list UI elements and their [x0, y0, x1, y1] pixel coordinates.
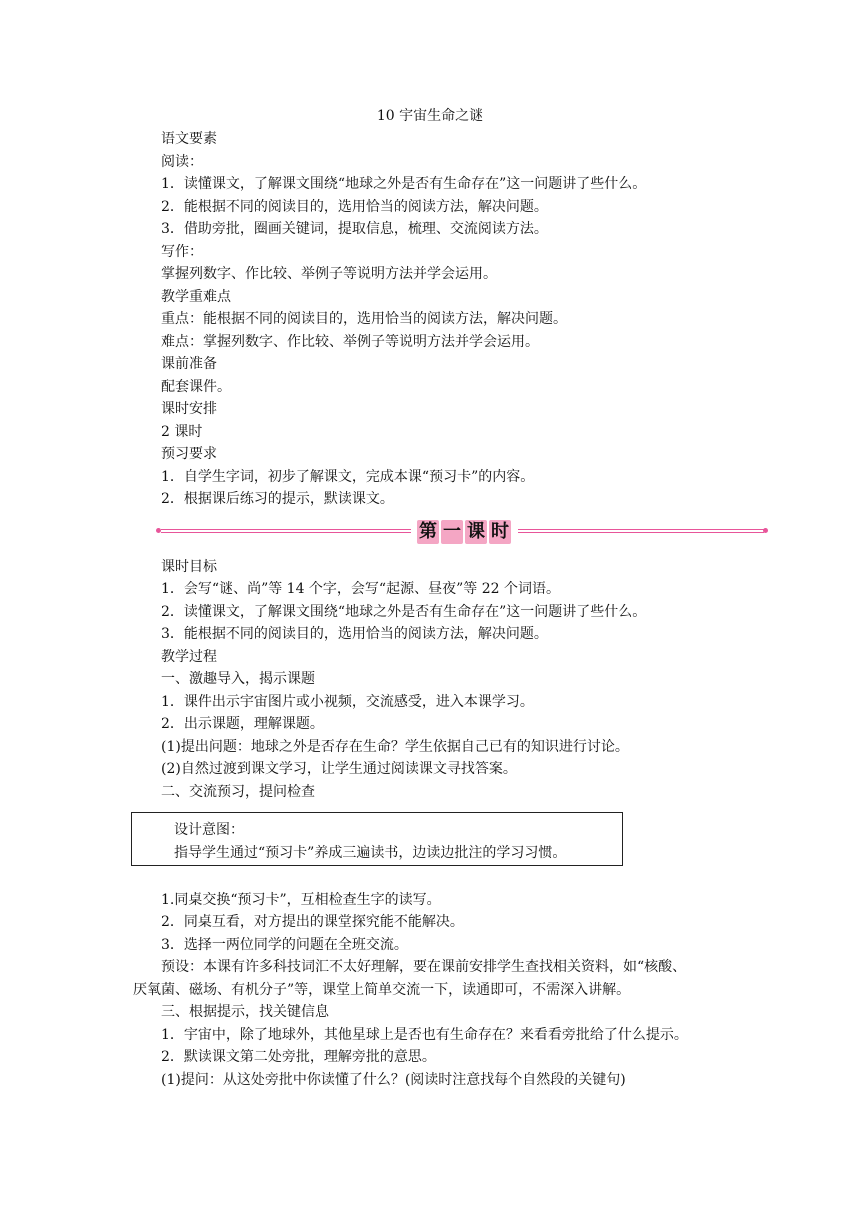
paragraph: 2．根据课后练习的提示，默读课文。: [161, 491, 394, 507]
step-heading: 一、激趣导入，揭示课题: [161, 671, 315, 687]
preset-paragraph-cont: 厌氧菌、磁场、有机分子”等，课堂上简单交流一下，读通即可，不需深入讲解。: [133, 982, 631, 998]
paragraph: 2 课时: [161, 424, 203, 440]
preset-paragraph: 预设：本课有许多科技词汇不太好理解，要在课前安排学生查找相关资料，如“核酸、: [161, 959, 687, 975]
divider-rule: [518, 529, 764, 530]
heading-preparation: 课前准备: [161, 356, 217, 372]
divider-dot-icon: [763, 528, 768, 533]
paragraph: 2．能根据不同的阅读目的，选用恰当的阅读方法，解决问题。: [161, 199, 548, 215]
subheading-reading: 阅读：: [161, 154, 203, 170]
paragraph: 3．能根据不同的阅读目的，选用恰当的阅读方法，解决问题。: [161, 626, 548, 642]
banner-char: 时: [491, 521, 509, 542]
paragraph: 3．选择一两位同学的问题在全班交流。: [161, 937, 408, 953]
paragraph: 1．读懂课文，了解课文围绕“地球之外是否有生命存在”这一问题讲了些什么。: [161, 176, 647, 192]
paragraph: (2)自然过渡到课文学习，让学生通过阅读课文寻找答案。: [161, 761, 517, 777]
design-intent-box: [131, 812, 623, 866]
step-heading: 二、交流预习，提问检查: [161, 784, 315, 800]
paragraph: 1.同桌交换“预习卡”，互相检查生字的读写。: [161, 892, 441, 908]
design-intent-label: 设计意图：: [174, 822, 244, 838]
divider-rule: [161, 529, 411, 530]
paragraph: (1)提出问题：地球之外是否存在生命？学生依据自己已有的知识进行讨论。: [161, 739, 629, 755]
banner-char: 第: [419, 521, 437, 542]
design-intent-text: 指导学生通过“预习卡”养成三遍读书，边读边批注的学习习惯。: [174, 845, 567, 861]
banner-char: 课: [467, 521, 485, 542]
heading-language-elements: 语文要素: [161, 131, 217, 147]
paragraph: 2．读懂课文，了解课文围绕“地球之外是否有生命存在”这一问题讲了些什么。: [161, 604, 647, 620]
paragraph: 2．出示课题，理解课题。: [161, 716, 324, 732]
paragraph: 1．宇宙中，除了地球外，其他星球上是否也有生命存在？来看看旁批给了什么提示。: [161, 1027, 688, 1043]
paragraph: 2．默读课文第二处旁批，理解旁批的意思。: [161, 1049, 436, 1065]
section-banner: [412, 519, 516, 545]
paragraph: 3．借助旁批，圈画关键词，提取信息，梳理、交流阅读方法。: [161, 221, 548, 237]
section-divider: [156, 519, 770, 549]
paragraph: 1．自学生字词，初步了解课文，完成本课“预习卡”的内容。: [161, 469, 535, 485]
subheading-writing: 写作：: [161, 244, 203, 260]
paragraph: 1．会写“谜、尚”等 14 个字，会写“起源、昼夜”等 22 个词语。: [161, 581, 560, 597]
step-heading: 三、根据提示，找关键信息: [161, 1004, 329, 1020]
heading-objectives: 课时目标: [161, 559, 217, 575]
paragraph: 难点：掌握列数字、作比较、举例子等说明方法并学会运用。: [161, 334, 539, 350]
paragraph: 重点：能根据不同的阅读目的，选用恰当的阅读方法，解决问题。: [161, 311, 567, 327]
paragraph: (1)提问：从这处旁批中你读懂了什么？(阅读时注意找每个自然段的关键句): [161, 1072, 626, 1088]
heading-process: 教学过程: [161, 649, 217, 665]
paragraph: 1．课件出示宇宙图片或小视频，交流感受，进入本课学习。: [161, 694, 534, 710]
divider-rule: [518, 532, 764, 533]
paragraph: 2．同桌互看，对方提出的课堂探究能不能解决。: [161, 914, 464, 930]
heading-key-points: 教学重难点: [161, 289, 231, 305]
divider-rule: [161, 532, 411, 533]
paragraph: 配套课件。: [161, 379, 231, 395]
heading-schedule: 课时安排: [161, 401, 217, 417]
page-title: 10 宇宙生命之谜: [376, 108, 484, 124]
banner-char: 一: [443, 521, 461, 542]
heading-preview: 预习要求: [161, 446, 217, 462]
paragraph: 掌握列数字、作比较、举例子等说明方法并学会运用。: [161, 266, 497, 282]
